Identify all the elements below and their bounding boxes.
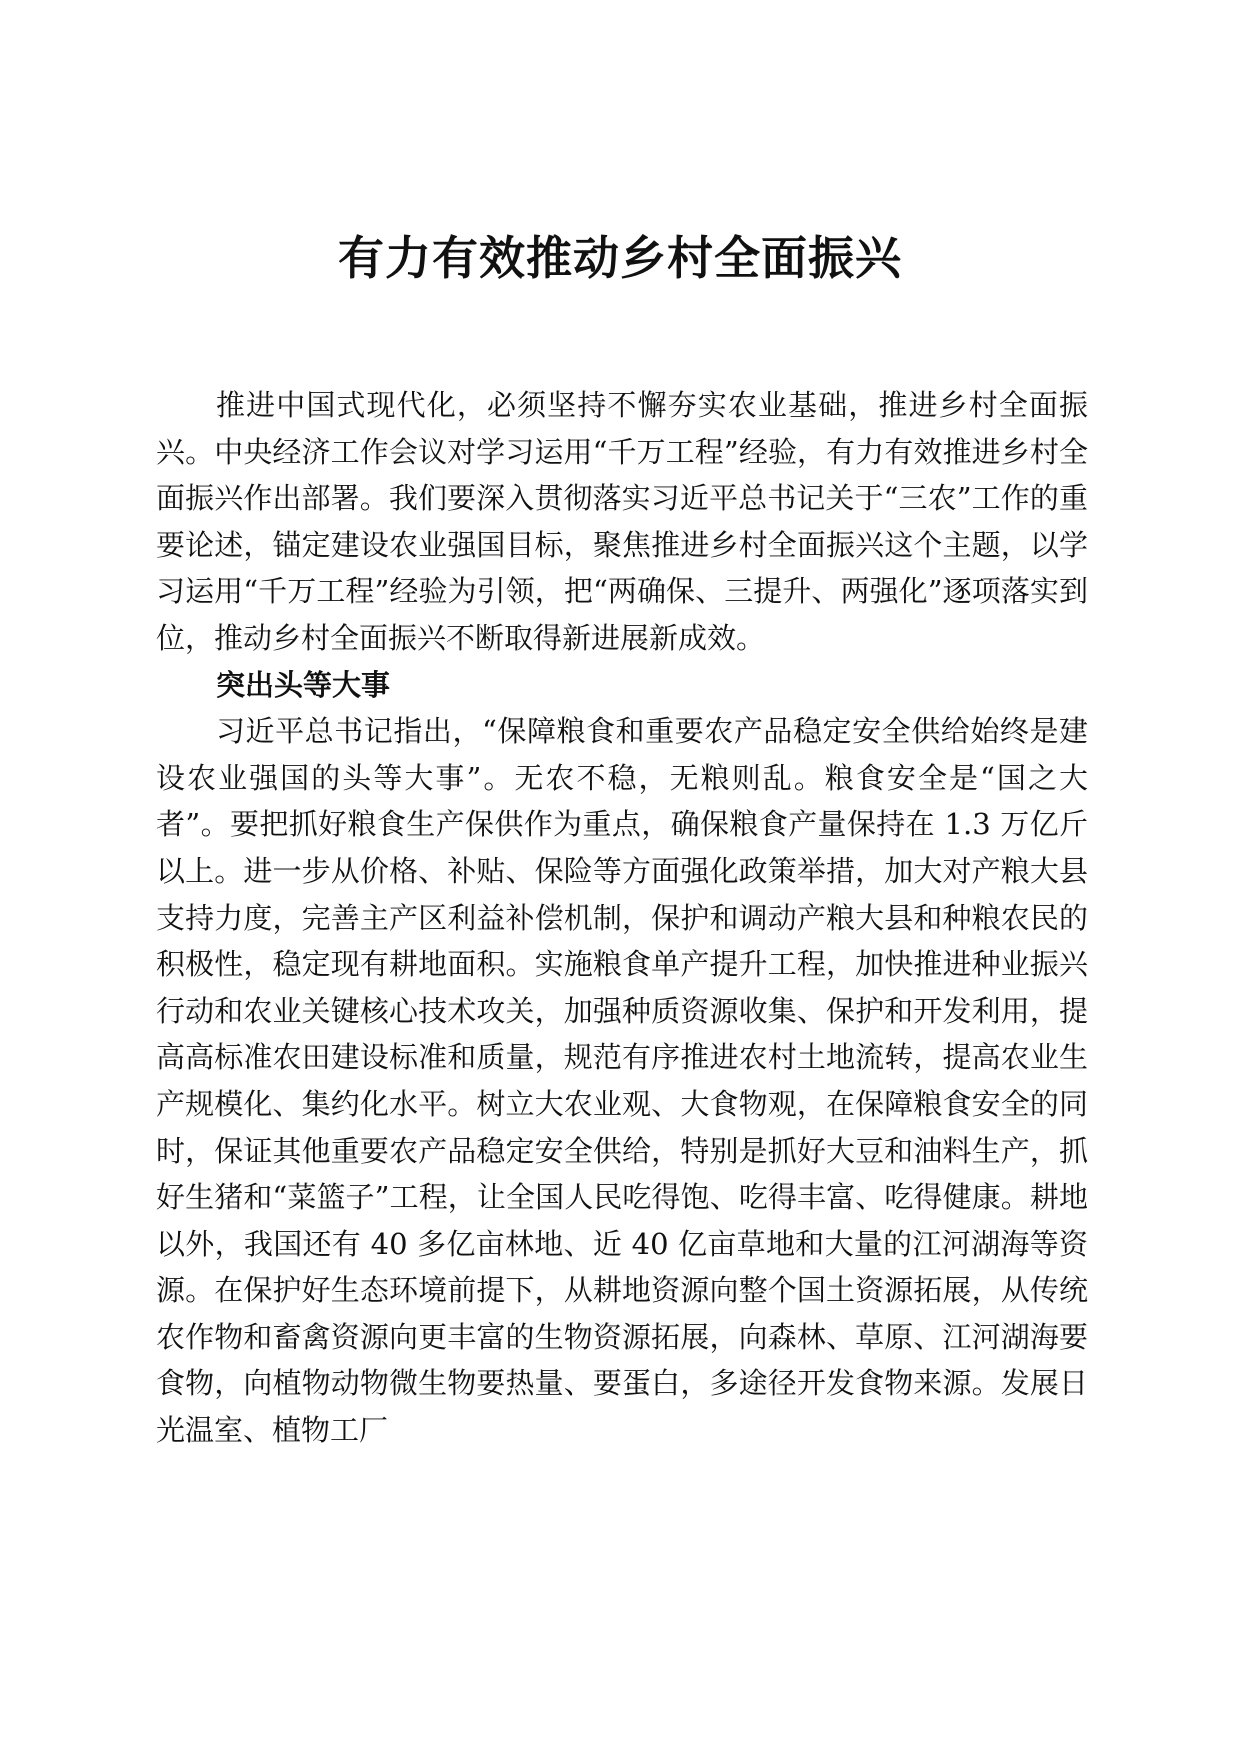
- intro-paragraph: 推进中国式现代化，必须坚持不懈夯实农业基础，推进乡村全面振兴。中央经济工作会议对学习运用“千万工程”经验，有力有效推进乡村全面振兴作出部署。我们要深入贯彻落实习近平总书记关于“三农”工作的重要论述，锚定建设农业强国目标，聚焦推进乡村全面振兴这个主题，以学习运用“千万工程”经验为引领，把“两确保、三提升、两强化”逐项落实到位，推动乡村全面振兴不断取得新进展新成效。: [156, 388, 1088, 655]
- article-body: [156, 382, 1088, 1454]
- section-paragraph: 习近平总书记指出，“保障粮食和重要农产品稳定安全供给始终是建设农业强国的头等大事”。无农不稳，无粮则乱。粮食安全是“国之大者”。要把抓好粮食生产保供作为重点，确保粮食产量保持在 1.3 万亿斤以上。进一步从价格、补贴、保险等方面强化政策举措，加大对产粮大县支持力度，完善主产区利益补偿机制，保护和调动产粮大县和种粮农民的积极性，稳定现有耕地面积。实施粮食单产提升工程，加快推进种业振兴行动和农业关键核心技术攻关，加强种质资源收集、保护和开发利用，提高高标准农田建设标准和质量，规范有序推进农村土地流转，提高农业生产规模化、集约化水平。树立大农业观、大食物观，在保障粮食安全的同时，保证其他重要农产品稳定安全供给，特别是抓好大豆和油料生产，抓好生猪和“菜篮子”工程，让全国人民吃得饱、吃得丰富、吃得健康。耕地以外，我国还有 40 多亿亩林地、近 40 亿亩草地和大量的江河湖海等资源。在保护好生态环境前提下，从耕地资源向整个国土资源拓展，从传统农作物和畜禽资源向更丰富的生物资源拓展，向森林、草原、江河湖海要食物，向植物动物微生物要热量、要蛋白，多途径开发食物来源。发展日光温室、植物工厂: [156, 714, 1088, 1448]
- page-title: 有力有效推动乡村全面振兴: [338, 231, 902, 285]
- section-heading: 突出头等大事: [216, 667, 391, 702]
